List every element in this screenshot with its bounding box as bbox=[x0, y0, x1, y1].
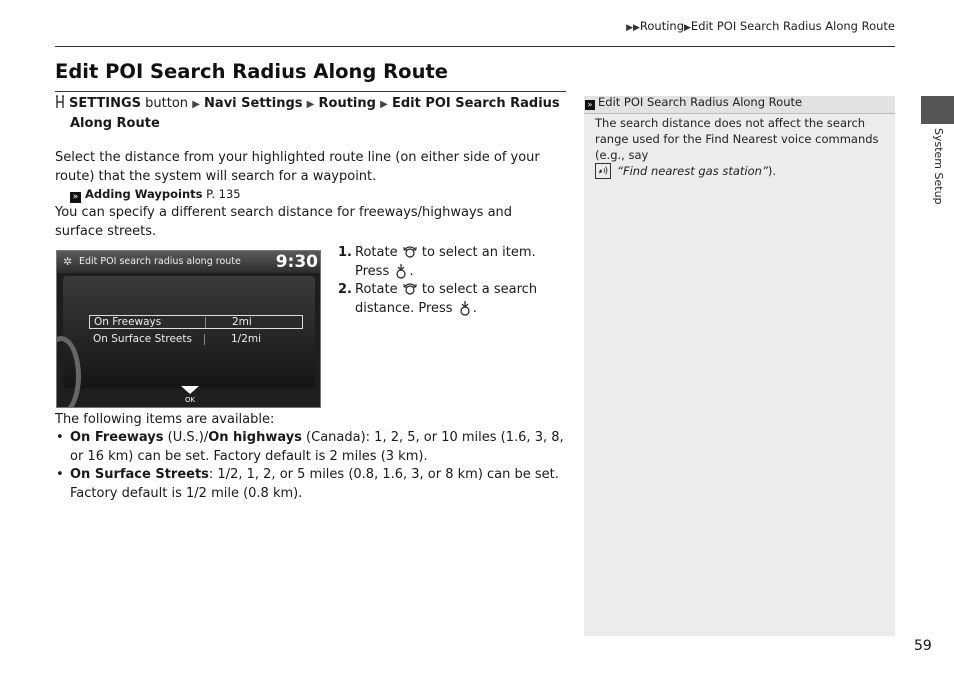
rotate-knob-icon bbox=[402, 281, 418, 297]
intro-paragraph: Select the distance from your highlighted route line (on either side of your route) that the system will search for a waypoint. bbox=[55, 150, 540, 184]
list-item bbox=[55, 429, 566, 466]
option-text: : 1/2, 1, 2, or 5 miles (0.8, 1.6, 3, or 8 km) can be set. Factory default is 1/2 mile (0.8 km). bbox=[70, 467, 559, 501]
steps-list bbox=[338, 244, 566, 318]
nav-screen-image bbox=[56, 250, 321, 408]
nav-arrow-icon: ▶ bbox=[380, 99, 388, 110]
step-number: 2. bbox=[338, 282, 352, 297]
breadcrumb-page: Edit POI Search Radius Along Route bbox=[690, 19, 895, 33]
available-intro: The following items are available: bbox=[55, 412, 275, 427]
row-divider bbox=[204, 334, 205, 345]
step-item bbox=[338, 244, 566, 281]
options-list bbox=[55, 429, 566, 503]
chapter-tab-label: System Setup bbox=[932, 128, 945, 205]
title-divider bbox=[55, 91, 566, 92]
screen-row-surface-streets bbox=[89, 333, 303, 347]
option-text: (U.S.)/ bbox=[163, 430, 209, 445]
talk-button-icon bbox=[595, 163, 611, 179]
row-divider bbox=[205, 317, 206, 328]
chapter-tab[interactable] bbox=[921, 96, 954, 124]
step-number: 1. bbox=[338, 245, 352, 260]
list-item bbox=[55, 466, 566, 503]
sidebar-body-text: The search distance does not affect the search range used for the Find Nearest voice commands (e.g., say bbox=[595, 116, 879, 162]
nav-arrow-icon: ▶ bbox=[192, 99, 200, 110]
cross-reference[interactable] bbox=[70, 187, 241, 203]
step-item bbox=[338, 281, 566, 318]
reference-arrow-icon: » bbox=[585, 100, 595, 110]
option-text: (Canada): 1, 2, 5, or 10 miles (1.6, 3, 8, or 16 km) can be set. Factory default is 2 miles (3 km). bbox=[70, 430, 564, 464]
screen-ok-label: OK bbox=[184, 396, 196, 404]
voice-command-quote: “Find nearest gas station” bbox=[617, 164, 768, 178]
xref-page: P. 135 bbox=[206, 187, 241, 201]
sidebar-text bbox=[595, 115, 885, 179]
nav-edit-poi-cont: Along Route bbox=[70, 115, 160, 131]
step-text: Rotate bbox=[355, 282, 398, 297]
navigation-path bbox=[55, 95, 566, 133]
dial-arc-icon bbox=[56, 336, 81, 408]
page-title: Edit POI Search Radius Along Route bbox=[55, 60, 448, 83]
breadcrumb-section[interactable]: Routing bbox=[639, 19, 684, 33]
step-text: to select a search distance. Press bbox=[355, 282, 538, 316]
sidebar-title: Edit POI Search Radius Along Route bbox=[598, 95, 803, 109]
breadcrumb-separator: ▶ bbox=[684, 23, 691, 33]
chevron-down-icon bbox=[181, 386, 199, 394]
nav-button-word: button bbox=[145, 96, 189, 111]
step-text: to select an item. Press bbox=[355, 245, 536, 279]
row-value: 1/2mi bbox=[231, 333, 262, 345]
step-text: . bbox=[472, 300, 477, 316]
press-knob-icon bbox=[457, 300, 473, 316]
step-text: Rotate bbox=[355, 245, 398, 260]
screen-header bbox=[57, 251, 321, 273]
press-knob-icon bbox=[393, 263, 409, 279]
top-divider bbox=[55, 46, 895, 47]
bullet-icon: • bbox=[56, 467, 64, 482]
row-value: 2mi bbox=[232, 316, 252, 328]
screen-menu-panel bbox=[63, 276, 315, 388]
home-icon bbox=[55, 95, 65, 109]
nav-navi-settings: Navi Settings bbox=[204, 96, 303, 111]
breadcrumb bbox=[626, 19, 895, 33]
sidebar-note bbox=[584, 96, 895, 636]
screen-title: Edit POI search radius along route bbox=[79, 256, 241, 267]
option-name: On Freeways bbox=[70, 430, 164, 445]
screen-row-freeways bbox=[89, 315, 303, 329]
option-name: On highways bbox=[208, 430, 302, 445]
bullet-icon: • bbox=[56, 430, 64, 445]
xref-label[interactable]: Adding Waypoints bbox=[85, 187, 203, 201]
nav-edit-poi: Edit POI Search Radius bbox=[391, 96, 560, 111]
option-name: On Surface Streets bbox=[70, 467, 209, 482]
distance-paragraph: You can specify a different search distance for freeways/highways and surface streets. bbox=[55, 205, 513, 239]
sidebar-header bbox=[584, 96, 895, 114]
screen-clock: 9:30 bbox=[275, 252, 318, 272]
breadcrumb-arrows: ▶▶ bbox=[626, 23, 640, 33]
nav-arrow-icon: ▶ bbox=[306, 99, 315, 110]
nav-settings: SETTINGS bbox=[69, 96, 142, 111]
settings-gear-icon: ✲ bbox=[63, 255, 73, 268]
sidebar-tail-text: ). bbox=[767, 164, 777, 178]
rotate-knob-icon bbox=[402, 244, 418, 260]
step-text: . bbox=[409, 263, 414, 279]
page-number: 59 bbox=[914, 638, 932, 654]
row-label: On Surface Streets bbox=[93, 333, 192, 345]
nav-routing: Routing bbox=[318, 96, 376, 111]
row-label: On Freeways bbox=[94, 316, 162, 328]
reference-arrow-icon: » bbox=[70, 192, 81, 203]
